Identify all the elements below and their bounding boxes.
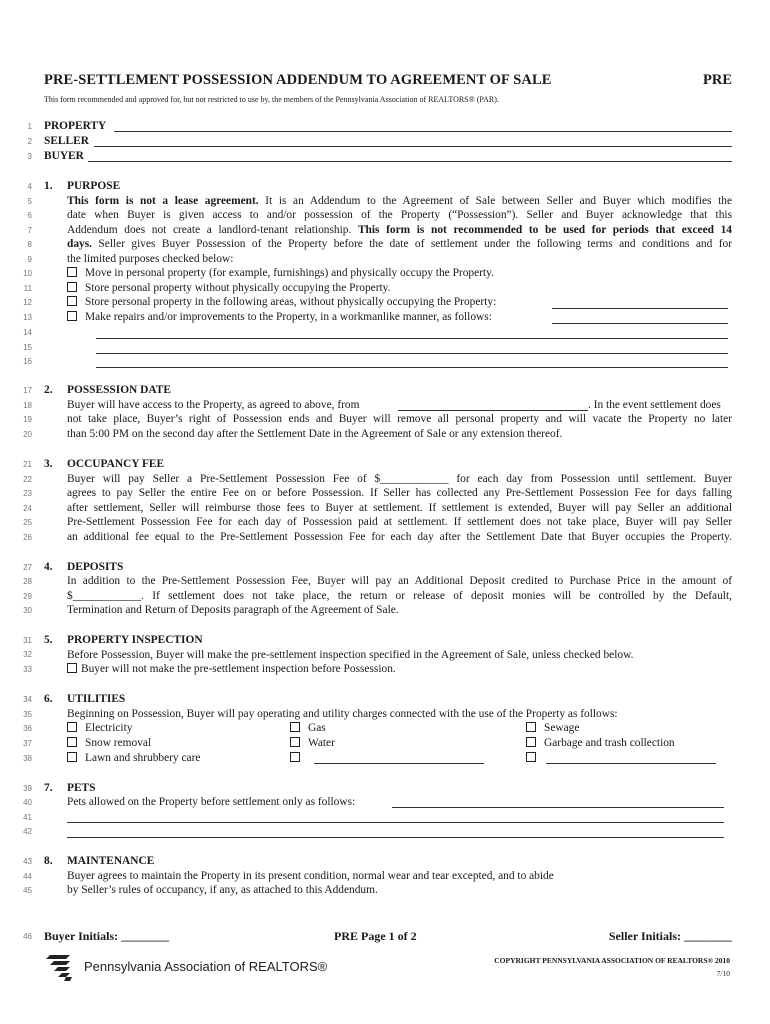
checkbox[interactable] xyxy=(526,722,536,732)
option-label: Sewage xyxy=(544,722,580,734)
line-number: 28 xyxy=(23,577,32,586)
s2-line-1b: . In the event settlement does xyxy=(588,399,721,411)
form-title: PRE-SETTLEMENT POSSESSION ADDENDUM TO AGREEMENT OF SALE xyxy=(44,72,552,88)
pets-field-line[interactable] xyxy=(67,822,724,823)
s1-line-2: date when Buyer is given access to and/or possession of the Property (“Possession”). Seller and Buyer acknowledge that this xyxy=(67,209,732,221)
line-number: 1 xyxy=(27,122,32,131)
checkbox[interactable] xyxy=(67,722,77,732)
line-number: 32 xyxy=(23,650,32,659)
line-number: 37 xyxy=(23,739,32,748)
line-number: 16 xyxy=(23,357,32,366)
line-number: 46 xyxy=(23,932,32,941)
s5-line-1: Before Possession, Buyer will make the pre-settlement inspection specified in the Agreement of Sale, unless checked below. xyxy=(67,649,634,661)
possession-date-field[interactable] xyxy=(398,410,588,411)
s1-bold-notice: This form is not recommended to be used for periods that exceed 14 xyxy=(357,224,732,236)
line-number: 38 xyxy=(23,754,32,763)
section-title: PURPOSE xyxy=(67,180,121,192)
page-number: PRE Page 1 of 2 xyxy=(334,929,417,943)
utility-other-field[interactable] xyxy=(314,763,484,764)
line-number: 33 xyxy=(23,665,32,674)
line-number: 2 xyxy=(27,137,32,146)
seller-initials[interactable]: Seller Initials: ________ xyxy=(608,929,732,943)
s2-line-2: not take place, Buyer’s right of Possession ends and Buyer will remove all personal property and will vacate the Property no later xyxy=(67,413,732,425)
line-number: 18 xyxy=(23,401,32,410)
s8-line-1: Buyer agrees to maintain the Property in its present condition, normal wear and tear excepted, and to abide xyxy=(67,870,554,882)
section-number: 4. xyxy=(44,561,53,573)
section-2-heading xyxy=(44,383,171,397)
property-label: PROPERTY xyxy=(44,120,107,132)
s3-line-3: after settlement, Seller will reimburse those fees to Buyer at settlement. If settlement is extended, Buyer will pay Seller an additional xyxy=(67,502,732,514)
line-number: 34 xyxy=(23,695,32,704)
line-number: 24 xyxy=(23,504,32,513)
s4-line-1: In addition to the Pre-Settlement Possession Fee, Buyer will pay an Additional Deposit credited to Purchase Price in the amount of xyxy=(67,575,732,587)
utility-other-field[interactable] xyxy=(546,763,716,764)
utility-garbage[interactable] xyxy=(526,736,675,750)
line-number: 44 xyxy=(23,872,32,881)
pets-field-line[interactable] xyxy=(67,837,724,838)
section-1-heading xyxy=(44,179,120,193)
line-number: 9 xyxy=(27,255,32,264)
line-number: 30 xyxy=(23,606,32,615)
s5-option[interactable] xyxy=(67,662,396,676)
line-number: 8 xyxy=(27,240,32,249)
utility-other-1[interactable] xyxy=(290,751,308,765)
pets-field[interactable] xyxy=(392,807,724,808)
form-subtitle: This form recommended and approved for, but not restricted to use by, the members of the Pennsylvania Association of REALTORS® (PAR). xyxy=(44,95,499,104)
s3-line-4: Pre-Settlement Possession Fee for each day of Possession paid at settlement. If settlement does not take place, Buyer will pay Seller xyxy=(67,516,732,528)
checkbox[interactable] xyxy=(67,267,77,277)
form-code: PRE xyxy=(703,72,732,88)
section-4-heading xyxy=(44,560,123,574)
option-label: Lawn and shrubbery care xyxy=(85,752,201,764)
s1-bold-notice: days. xyxy=(67,238,93,250)
buyer-field[interactable] xyxy=(88,161,732,162)
section-8-heading xyxy=(44,854,154,868)
line-number: 7 xyxy=(27,226,32,235)
repairs-field-line[interactable] xyxy=(96,367,728,368)
line-number: 39 xyxy=(23,784,32,793)
repairs-field-line[interactable] xyxy=(96,353,728,354)
s7-line-1: Pets allowed on the Property before settlement only as follows: xyxy=(67,796,356,808)
s1-option-3[interactable] xyxy=(67,295,496,309)
option-label: Move in personal property (for example, furnishings) and physically occupy the Property. xyxy=(85,267,494,279)
s1-line-4 xyxy=(67,237,732,251)
property-field[interactable] xyxy=(114,131,732,132)
s4-line-3: Termination and Return of Deposits paragraph of the Agreement of Sale. xyxy=(67,604,399,616)
seller-field[interactable] xyxy=(94,146,732,147)
s1-option-1[interactable] xyxy=(67,266,494,280)
s3-line-5: an additional fee equal to the Pre-Settlement Possession Fee for each day after the Settlement Date that Buyer occupies the Property. xyxy=(67,531,732,543)
repairs-field[interactable] xyxy=(552,323,728,324)
section-number: 6. xyxy=(44,693,53,705)
line-number: 15 xyxy=(23,343,32,352)
s1-text: Seller gives Buyer Possession of the Property before the date of settlement under the following terms and conditions and for xyxy=(92,238,732,250)
s8-line-2: by Seller’s rules of occupancy, if any, as attached to this Addendum. xyxy=(67,884,378,896)
line-number: 40 xyxy=(23,798,32,807)
line-number: 21 xyxy=(23,460,32,469)
line-number: 13 xyxy=(23,313,32,322)
line-number: 41 xyxy=(23,813,32,822)
utility-snow-removal[interactable] xyxy=(67,736,151,750)
s1-option-4[interactable] xyxy=(67,310,492,324)
checkbox[interactable] xyxy=(67,311,77,321)
checkbox[interactable] xyxy=(67,663,77,673)
s2-line-3: than 5:00 PM on the second day after the Settlement Date in the Agreement of Sale or any extension thereof. xyxy=(67,428,563,440)
utility-lawn[interactable] xyxy=(67,751,200,765)
checkbox[interactable] xyxy=(526,752,536,762)
line-number: 10 xyxy=(23,269,32,278)
s6-line-1: Beginning on Possession, Buyer will pay operating and utility charges connected with the use of the Property as follows: xyxy=(67,708,618,720)
line-number: 29 xyxy=(23,592,32,601)
s2-line-1a: Buyer will have access to the Property, as agreed to above, from xyxy=(67,399,360,411)
seller-label: SELLER xyxy=(44,135,89,147)
checkbox[interactable] xyxy=(67,737,77,747)
option-label: Water xyxy=(308,737,335,749)
line-number: 12 xyxy=(23,298,32,307)
section-number: 1. xyxy=(44,180,53,192)
line-number: 27 xyxy=(23,563,32,572)
s1-bold-notice: This form is not a lease agreement. xyxy=(67,195,259,207)
line-number: 31 xyxy=(23,636,32,645)
section-number: 2. xyxy=(44,384,53,396)
revision-date: 7/10 xyxy=(716,969,730,978)
line-number: 17 xyxy=(23,386,32,395)
par-logo-text: Pennsylvania Association of REALTORS® xyxy=(84,959,328,974)
checkbox[interactable] xyxy=(290,737,300,747)
section-title: DEPOSITS xyxy=(67,561,124,573)
line-number: 19 xyxy=(23,415,32,424)
section-number: 7. xyxy=(44,782,53,794)
line-number: 43 xyxy=(23,857,32,866)
s1-line-3 xyxy=(67,223,732,237)
line-number: 14 xyxy=(23,328,32,337)
s1-option-2[interactable] xyxy=(67,281,390,295)
option-label: Gas xyxy=(308,722,326,734)
line-number: 20 xyxy=(23,430,32,439)
section-title: OCCUPANCY FEE xyxy=(67,458,165,470)
utility-other-2[interactable] xyxy=(526,751,544,765)
line-number: 42 xyxy=(23,827,32,836)
utility-sewage[interactable] xyxy=(526,721,579,735)
checkbox[interactable] xyxy=(290,722,300,732)
option-label: Make repairs and/or improvements to the Property, in a workmanlike manner, as follows: xyxy=(85,311,492,323)
line-number: 25 xyxy=(23,518,32,527)
option-label: Store personal property without physically occupying the Property. xyxy=(85,282,391,294)
line-number: 4 xyxy=(27,182,32,191)
section-title: UTILITIES xyxy=(67,693,126,705)
checkbox[interactable] xyxy=(290,752,300,762)
line-number: 6 xyxy=(27,211,32,220)
section-5-heading xyxy=(44,633,203,647)
option-label: Buyer will not make the pre-settlement inspection before Possession. xyxy=(81,663,396,675)
s1-text: It is an Addendum to the Agreement of Sale between Seller and Buyer which modifies the xyxy=(258,195,733,207)
checkbox[interactable] xyxy=(526,737,536,747)
line-number: 3 xyxy=(27,152,32,161)
checkbox[interactable] xyxy=(67,282,77,292)
line-number: 22 xyxy=(23,475,32,484)
line-number: 36 xyxy=(23,724,32,733)
section-3-heading xyxy=(44,457,164,471)
s1-text: Addendum does not create a landlord-tenant relationship. xyxy=(67,224,358,236)
option-label: Store personal property in the following areas, without physically occupying the Property: xyxy=(85,296,497,308)
copyright: COPYRIGHT PENNSYLVANIA ASSOCIATION OF REALTORS® 2010 xyxy=(494,956,730,965)
s3-line-1: Buyer will pay Seller a Pre-Settlement Possession Fee of $____________ for each day from Possession until settlement. Buyer xyxy=(67,473,732,485)
utility-water[interactable] xyxy=(290,736,335,750)
section-title: POSSESSION DATE xyxy=(67,384,171,396)
par-logo-icon xyxy=(44,955,74,981)
section-number: 8. xyxy=(44,855,53,867)
s1-line-1 xyxy=(67,194,732,208)
buyer-label: BUYER xyxy=(44,150,84,162)
s1-line-5: the limited purposes checked below: xyxy=(67,253,234,265)
line-number: 35 xyxy=(23,710,32,719)
section-title: MAINTENANCE xyxy=(67,855,155,867)
section-title: PETS xyxy=(67,782,96,794)
section-number: 5. xyxy=(44,634,53,646)
s4-line-2: $____________. If settlement does not take place, the return or release of deposit monies will be controlled by the Default, xyxy=(67,590,732,602)
s3-line-2: agrees to pay Seller the entire Fee on or before Possession. If Seller has collected any Pre-Settlement Possession Fee for days falling xyxy=(67,487,732,499)
section-7-heading xyxy=(44,781,96,795)
line-number: 26 xyxy=(23,533,32,542)
utility-gas[interactable] xyxy=(290,721,326,735)
storage-areas-field[interactable] xyxy=(552,308,728,309)
option-label: Garbage and trash collection xyxy=(544,737,675,749)
section-title: PROPERTY INSPECTION xyxy=(67,634,203,646)
option-label: Electricity xyxy=(85,722,133,734)
line-number: 45 xyxy=(23,886,32,895)
utility-electricity[interactable] xyxy=(67,721,132,735)
line-number: 11 xyxy=(23,284,32,293)
section-6-heading xyxy=(44,692,125,706)
line-number: 5 xyxy=(27,197,32,206)
buyer-initials[interactable]: Buyer Initials: ________ xyxy=(44,929,170,943)
repairs-field-line[interactable] xyxy=(96,338,728,339)
checkbox[interactable] xyxy=(67,752,77,762)
option-label: Snow removal xyxy=(85,737,152,749)
line-number: 23 xyxy=(23,489,32,498)
checkbox[interactable] xyxy=(67,296,77,306)
section-number: 3. xyxy=(44,458,53,470)
